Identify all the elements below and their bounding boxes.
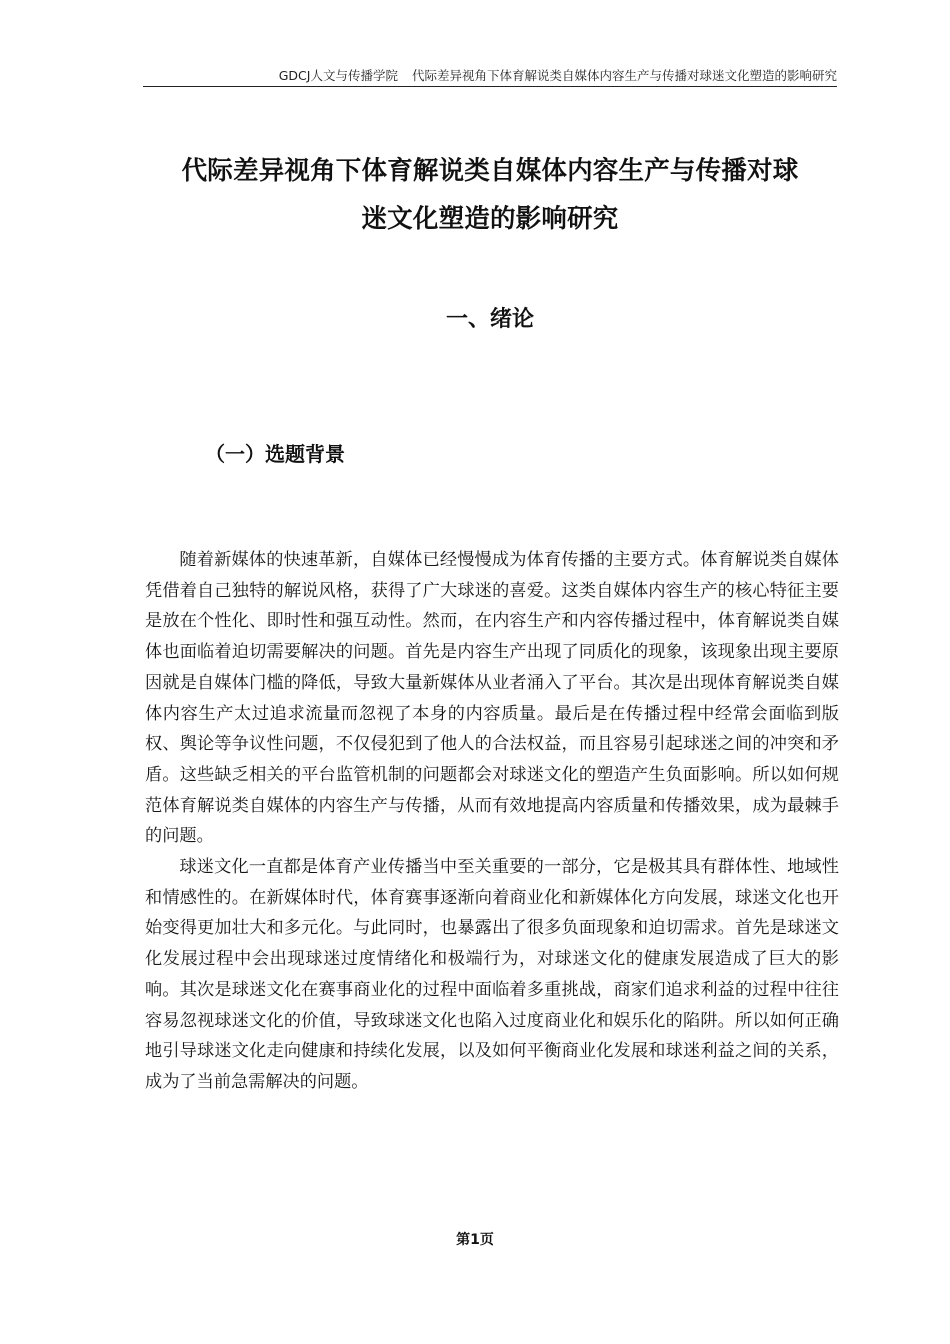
page-number: 第1页 [456, 1232, 494, 1248]
paragraph-2: 球迷文化一直都是体育产业传播当中至关重要的一部分，它是极其具有群体性、地域性和情感性的。在新媒体时代，体育赛事逐渐向着商业化和新媒体化方向发展，球迷文化也开始变得更加壮大和多元化。与此同时，也暴露出了很多负面现象和迫切需求。首先是球迷文化发展过程中会出现球迷过度情绪化和极端行为，对球迷文化的健康发展造成了巨大的影响。其次是球迷文化在赛事商业化的过程中面临着多重挑战，商家们追求利益的过程中往往容易忽视球迷文化的价值，导致球迷文化也陷入过度商业化和娱乐化的陷阱。所以如何正确地引导球迷文化走向健康和持续化发展，以及如何平衡商业化发展和球迷利益之间的关系，成为了当前急需解决的问题。 [145, 857, 839, 1092]
header-running-title: 代际差异视角下体育解说类自媒体内容生产与传播对球迷文化塑造的影响研究 [411, 68, 837, 83]
document-title-line-2: 迷文化塑造的影响研究 [361, 204, 619, 234]
chapter-heading: 一、绪论 [445, 307, 534, 332]
document-title [143, 147, 837, 243]
body-text [145, 545, 839, 1098]
paragraph-1: 随着新媒体的快速革新，自媒体已经慢慢成为体育传播的主要方式。体育解说类自媒体凭借着自己独特的解说风格，获得了广大球迷的喜爱。这类自媒体内容生产的核心特征主要是放在个性化、即时性和强互动性。然而，在内容生产和内容传播过程中，体育解说类自媒体也面临着迫切需要解决的问题。首先是内容生产出现了同质化的现象，该现象出现主要原因就是自媒体门槛的降低，导致大量新媒体从业者涌入了平台。其次是出现体育解说类自媒体内容生产太过追求流量而忽视了本身的内容质量。最后是在传播过程中经常会面临到版权、舆论等争议性问题，不仅侵犯到了他人的合法权益，而且容易引起球迷之间的冲突和矛盾。这些缺乏相关的平台监管机制的问题都会对球迷文化的塑造产生负面影响。所以如何规范体育解说类自媒体的内容生产与传播，从而有效地提高内容质量和传播效果，成为最棘手的问题。 [145, 550, 839, 847]
header-institution: GDCJ人文与传播学院 [278, 68, 398, 83]
page-header [143, 66, 837, 87]
document-title-line-1: 代际差异视角下体育解说类自媒体内容生产与传播对球 [181, 156, 799, 186]
section-heading: （一）选题背景 [205, 442, 345, 466]
